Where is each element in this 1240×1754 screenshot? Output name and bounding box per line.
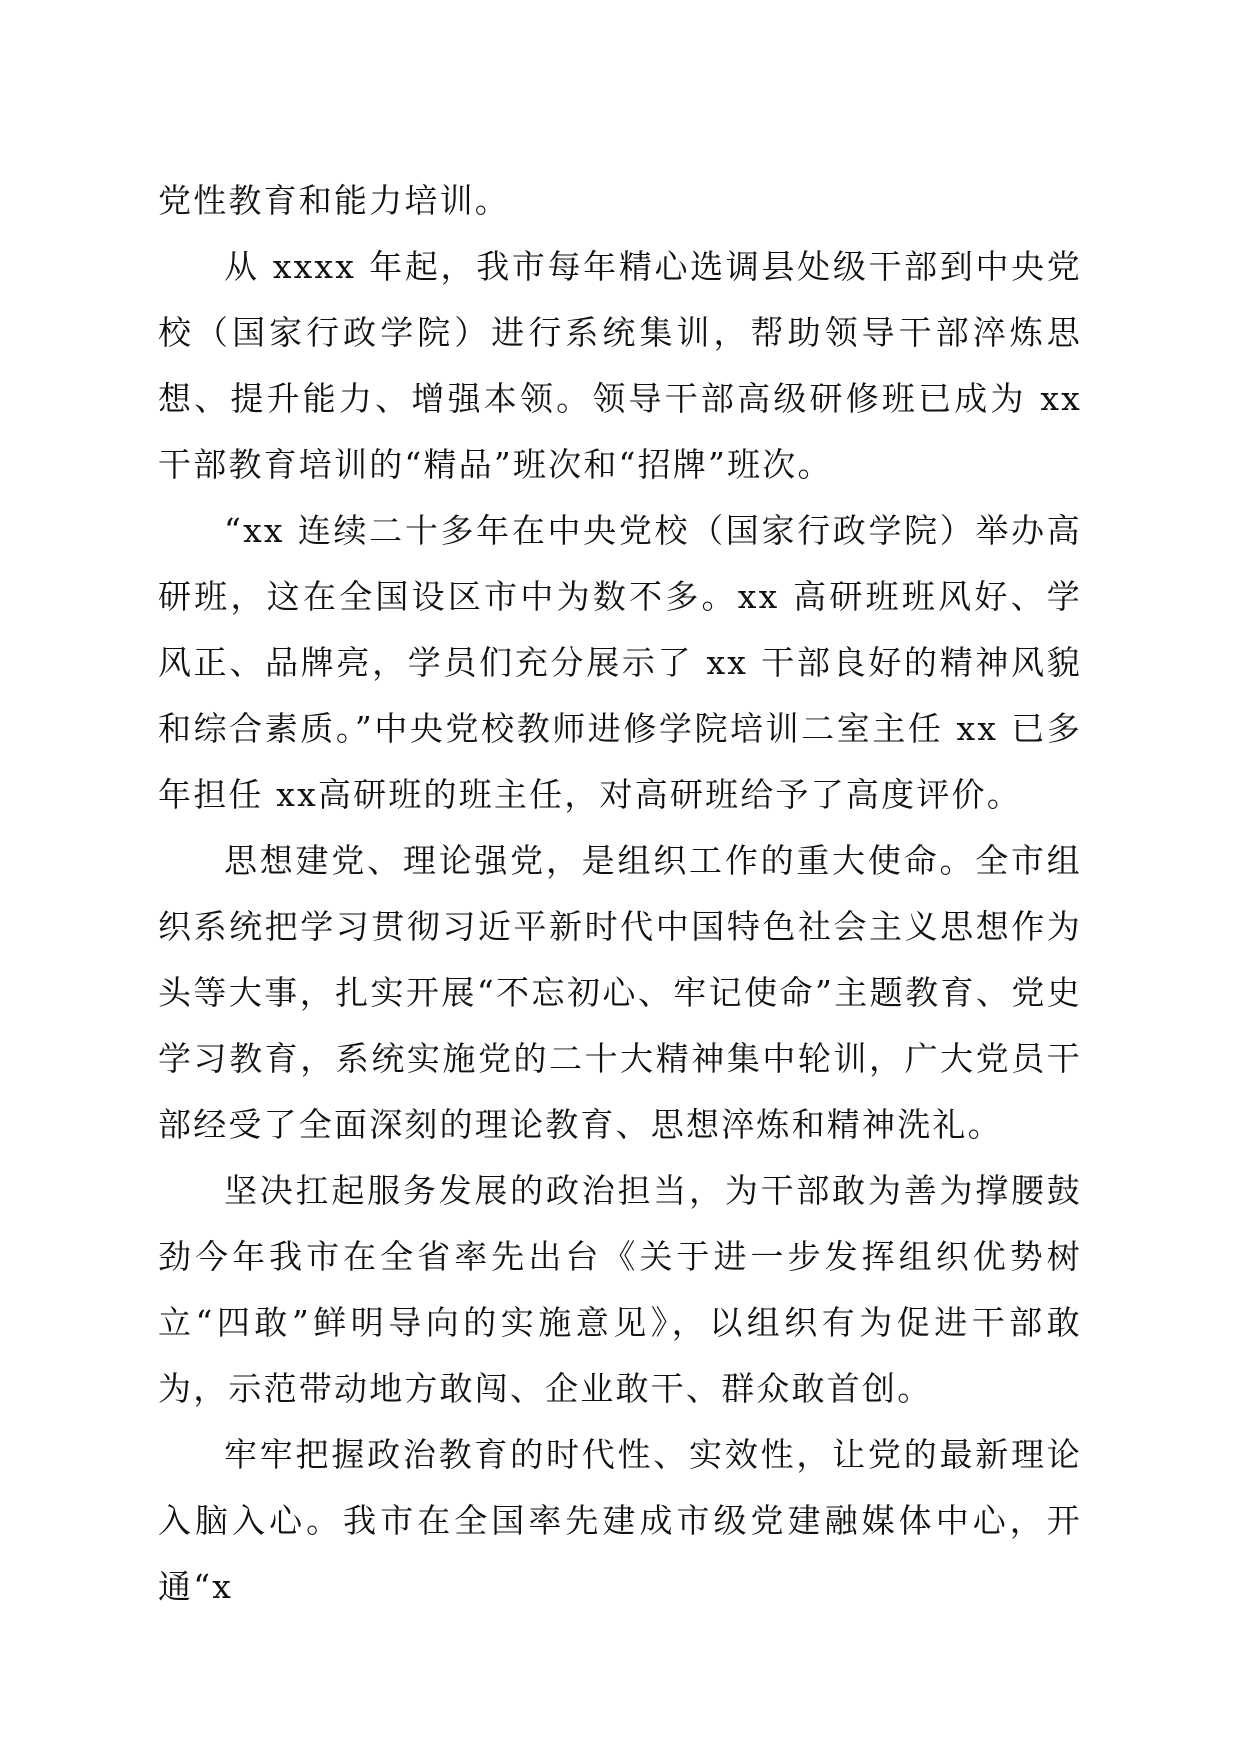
text-line: 从 xxxx 年起，我市每年精心选调县处级干部到中央党校	[158, 247, 1082, 352]
paragraph-6	[158, 1422, 1082, 1620]
text-line: 敢”鲜明导向的实施意见》，以组织有为促进干部敢为，示范	[158, 1303, 1082, 1408]
text-line: 党性教育和能力培训。	[158, 181, 510, 220]
text-line: 系统把学习贯彻习近平新时代中国特色社会主义思想作为头等	[158, 907, 1083, 1012]
text-line: 高研班的班主任，对高研班给予了高度评价。	[317, 775, 1022, 814]
document-body	[158, 168, 1082, 1620]
paragraph-3	[158, 498, 1082, 828]
text-line: 今年我市在全省率先出台《关于进一步发挥组织优势树立“四	[158, 1237, 1082, 1342]
text-line: “xx 连续二十多年在中央党校（国家行政学院）举办高研	[158, 511, 1082, 616]
text-line: 教育，系统实施党的二十大精神集中轮训，广大党员干部经受	[158, 1039, 1082, 1144]
text-line: （国家行政学院）进行系统集训，帮助领导干部淬炼思想、提	[158, 313, 1082, 418]
text-line: 带动地方敢闯、企业敢干、群众敢首创。	[298, 1369, 933, 1408]
text-line: 坚决扛起服务发展的政治担当，为干部敢为善为撑腰鼓劲	[158, 1171, 1082, 1276]
text-line: 大事，扎实开展“不忘初心、牢记使命”主题教育、党史学习	[158, 973, 1082, 1078]
paragraph-5	[158, 1158, 1082, 1422]
text-line: 班，这在全国设区市中为数不多。xx 高研班班风好、学风正、	[158, 577, 1082, 682]
text-line: 脑入心。我市在全国率先建成市级党建融媒体中心，开通“x	[158, 1501, 1082, 1606]
paragraph-4	[158, 828, 1082, 1158]
paragraph-1	[158, 168, 1082, 234]
paragraph-2	[158, 234, 1082, 498]
text-line: 思想建党、理论强党，是组织工作的重大使命。全市组织	[158, 841, 1082, 946]
text-line: 升能力、增强本领。领导干部高级研修班已成为 xx 干部教育培	[158, 379, 1082, 484]
text-line: 质。”中央党校教师进修学院培训二室主任 xx 已多年担任 xx	[158, 709, 1082, 814]
text-line: 了全面深刻的理论教育、思想淬炼和精神洗礼。	[263, 1105, 1003, 1144]
text-line: 训的“精品”班次和“招牌”班次。	[334, 445, 833, 484]
text-line: 品牌亮，学员们充分展示了 xx 干部良好的精神风貌和综合素	[158, 643, 1082, 748]
text-line: 牢牢把握政治教育的时代性、实效性，让党的最新理论入	[158, 1435, 1082, 1540]
